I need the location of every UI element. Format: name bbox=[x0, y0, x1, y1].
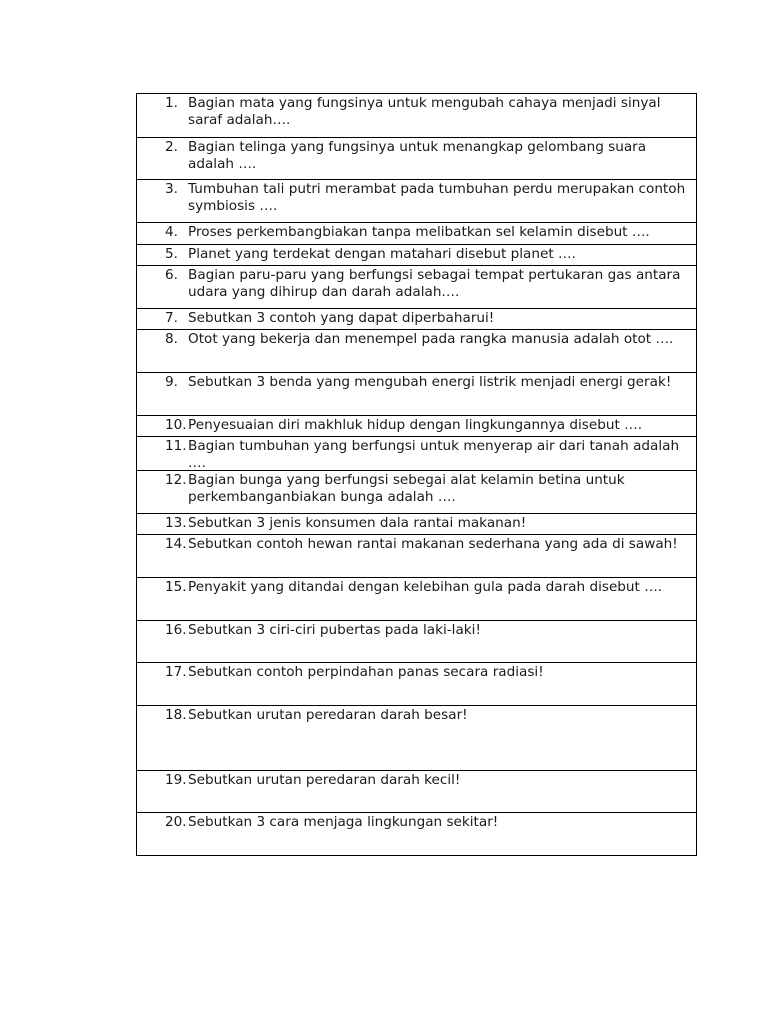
table-row bbox=[137, 373, 696, 416]
question-number: 20. bbox=[165, 814, 187, 830]
question-number: 14. bbox=[165, 536, 187, 552]
question-number: 2. bbox=[165, 139, 178, 155]
question-text: Sebutkan contoh perpindahan panas secara radiasi! bbox=[188, 664, 544, 680]
table-row bbox=[137, 663, 696, 706]
question-number: 18. bbox=[165, 707, 187, 723]
question-text: Sebutkan urutan peredaran darah kecil! bbox=[188, 772, 461, 788]
question-text: Planet yang terdekat dengan matahari disebut planet …. bbox=[188, 246, 576, 262]
table-row bbox=[137, 309, 696, 330]
question-number: 4. bbox=[165, 224, 178, 240]
table-row bbox=[137, 771, 696, 813]
question-text: Sebutkan urutan peredaran darah besar! bbox=[188, 707, 468, 723]
table-row bbox=[137, 535, 696, 578]
question-number: 17. bbox=[165, 664, 187, 680]
question-table bbox=[136, 93, 697, 856]
question-text: Sebutkan contoh hewan rantai makanan sederhana yang ada di sawah! bbox=[188, 536, 678, 552]
table-row bbox=[137, 621, 696, 663]
question-number: 5. bbox=[165, 246, 178, 262]
question-text: Sebutkan 3 ciri-ciri pubertas pada laki-laki! bbox=[188, 622, 481, 638]
question-text: Tumbuhan tali putri merambat pada tumbuhan perdu merupakan contoh symbiosis …. bbox=[188, 181, 686, 214]
question-text: Sebutkan 3 benda yang mengubah energi listrik menjadi energi gerak! bbox=[188, 374, 672, 390]
question-text: Penyesuaian diri makhluk hidup dengan lingkungannya disebut …. bbox=[188, 417, 643, 433]
question-number: 12. bbox=[165, 472, 187, 488]
question-number: 19. bbox=[165, 772, 187, 788]
table-row bbox=[137, 94, 696, 138]
question-number: 16. bbox=[165, 622, 187, 638]
table-row bbox=[137, 266, 696, 309]
question-text: Bagian telinga yang fungsinya untuk menangkap gelombang suara adalah …. bbox=[188, 139, 647, 172]
table-row bbox=[137, 245, 696, 266]
question-number: 9. bbox=[165, 374, 178, 390]
question-number: 11. bbox=[165, 438, 187, 454]
question-text: Sebutkan 3 jenis konsumen dala rantai makanan! bbox=[188, 515, 527, 531]
question-text: Penyakit yang ditandai dengan kelebihan gula pada darah disebut …. bbox=[188, 579, 663, 595]
table-row bbox=[137, 514, 696, 535]
question-number: 13. bbox=[165, 515, 187, 531]
question-text: Proses perkembangbiakan tanpa melibatkan sel kelamin disebut …. bbox=[188, 224, 650, 240]
question-text: Bagian mata yang fungsinya untuk mengubah cahaya menjadi sinyal saraf adalah…. bbox=[188, 95, 661, 128]
table-row bbox=[137, 138, 696, 180]
table-row bbox=[137, 437, 696, 471]
question-text: Sebutkan 3 contoh yang dapat diperbaharui! bbox=[188, 310, 495, 326]
table-row bbox=[137, 330, 696, 373]
question-number: 7. bbox=[165, 310, 178, 326]
question-text: Bagian bunga yang berfungsi sebegai alat kelamin betina untuk perkembanganbiakan bunga adalah …. bbox=[188, 472, 625, 505]
question-text: Bagian tumbuhan yang berfungsi untuk menyerap air dari tanah adalah …. bbox=[188, 438, 680, 471]
question-text: Bagian paru-paru yang berfungsi sebagai tempat pertukaran gas antara udara yang dihirup dan darah adalah…. bbox=[188, 267, 681, 300]
table-row bbox=[137, 416, 696, 437]
table-row bbox=[137, 813, 696, 856]
question-number: 1. bbox=[165, 95, 178, 111]
table-row bbox=[137, 471, 696, 514]
table-row bbox=[137, 706, 696, 771]
question-text: Otot yang bekerja dan menempel pada rangka manusia adalah otot …. bbox=[188, 331, 674, 347]
question-number: 3. bbox=[165, 181, 178, 197]
table-row bbox=[137, 180, 696, 223]
table-row bbox=[137, 223, 696, 245]
question-number: 6. bbox=[165, 267, 178, 283]
table-row bbox=[137, 578, 696, 621]
question-number: 15. bbox=[165, 579, 187, 595]
question-number: 8. bbox=[165, 331, 178, 347]
question-text: Sebutkan 3 cara menjaga lingkungan sekitar! bbox=[188, 814, 499, 830]
question-number: 10. bbox=[165, 417, 187, 433]
